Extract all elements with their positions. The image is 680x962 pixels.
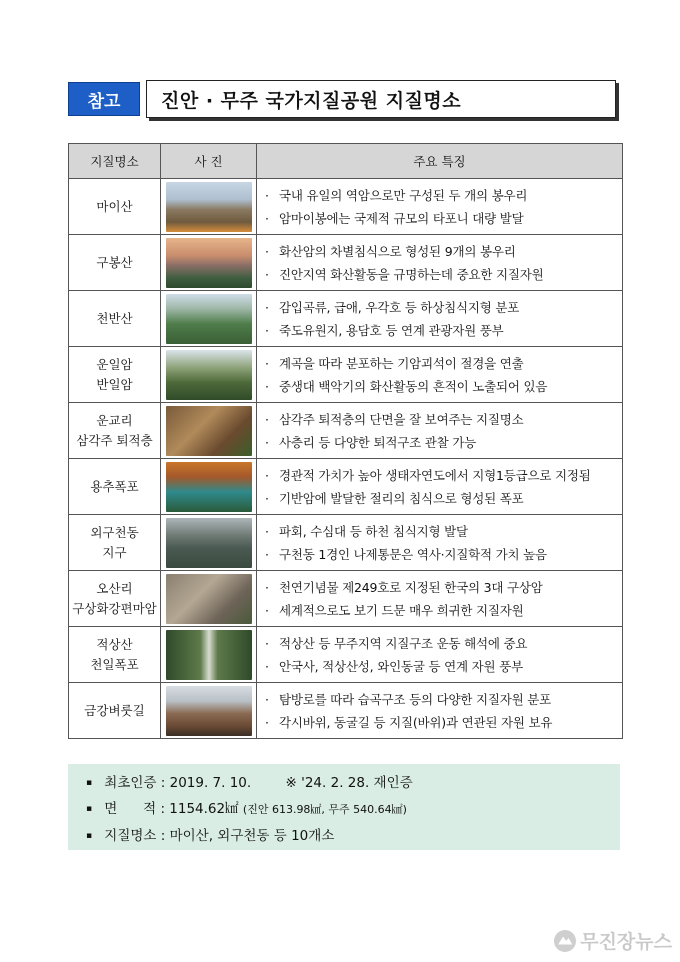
feature-text: 구천동 1경인 나제통문은 역사·지질학적 가치 높음 <box>279 546 547 562</box>
cert-note: ※ '24. 2. 28. 재인증 <box>285 775 413 791</box>
site-name: 천일폭포 <box>90 656 139 672</box>
table-row <box>69 291 623 347</box>
site-features-cell <box>257 515 623 571</box>
mountain-logo-icon <box>554 930 576 952</box>
site-photo <box>166 686 252 736</box>
table-row <box>69 459 623 515</box>
feature-item <box>265 576 618 599</box>
feature-text: 사층리 등 다양한 퇴적구조 관찰 가능 <box>279 434 476 450</box>
site-name: 천반산 <box>96 310 133 326</box>
site-name: 마이산 <box>96 198 133 214</box>
site-name-cell <box>69 459 161 515</box>
site-photo <box>166 294 252 344</box>
feature-text: 중생대 백악기의 화산활동의 흔적이 노출되어 있음 <box>279 378 548 394</box>
sites-value: : 마이산, 외구천동 등 10개소 <box>160 828 335 844</box>
site-photo <box>166 630 252 680</box>
feature-bullet: · <box>265 658 269 674</box>
feature-bullet: · <box>265 691 269 707</box>
table-row <box>69 515 623 571</box>
feature-item <box>265 263 618 286</box>
feature-item <box>265 207 618 230</box>
watermark <box>554 927 672 954</box>
feature-item <box>265 352 618 375</box>
feature-bullet: · <box>265 467 269 483</box>
feature-bullet: · <box>265 714 269 730</box>
site-features-cell <box>257 683 623 739</box>
summary-box <box>68 764 620 850</box>
site-name-cell <box>69 515 161 571</box>
reference-tag: 참고 <box>68 82 140 116</box>
summary-cert-line <box>86 770 620 796</box>
site-photo-cell <box>161 571 257 627</box>
site-name-cell <box>69 291 161 347</box>
feature-text: 천연기념물 제249호로 지정된 한국의 3대 구상암 <box>279 579 543 595</box>
site-name: 금강벼룻길 <box>84 702 145 718</box>
feature-item <box>265 543 618 566</box>
feature-text: 탐방로를 따라 습곡구조 등의 다양한 지질자원 분포 <box>279 691 552 707</box>
site-photo-cell <box>161 683 257 739</box>
feature-text: 안국사, 적상산성, 와인동굴 등 연계 자원 풍부 <box>279 658 523 674</box>
feature-text: 각시바위, 동굴길 등 지질(바위)과 연관된 자원 보유 <box>279 714 553 730</box>
feature-bullet: · <box>265 579 269 595</box>
feature-bullet: · <box>265 299 269 315</box>
feature-bullet: · <box>265 355 269 371</box>
site-features-cell <box>257 235 623 291</box>
site-photo <box>166 574 252 624</box>
feature-text: 경관적 가치가 높아 생태자연도에서 지형1등급으로 지정됨 <box>279 467 591 483</box>
feature-item <box>265 319 618 342</box>
site-photo-cell <box>161 515 257 571</box>
site-features-cell <box>257 291 623 347</box>
summary-bullet: ▪ <box>86 831 93 841</box>
feature-bullet: · <box>265 546 269 562</box>
feature-bullet: · <box>265 266 269 282</box>
feature-item <box>265 599 618 622</box>
table-row <box>69 235 623 291</box>
cert-label: 최초인증 <box>104 775 157 791</box>
feature-text: 삼각주 퇴적층의 단면을 잘 보여주는 지질명소 <box>279 411 524 427</box>
feature-bullet: · <box>265 434 269 450</box>
feature-text: 세계적으로도 보기 드문 매우 희귀한 지질자원 <box>279 602 524 618</box>
feature-text: 파회, 수심대 등 하천 침식지형 발달 <box>279 523 468 539</box>
geosite-table <box>68 143 623 739</box>
area-label: 면 적 <box>104 801 157 817</box>
feature-item <box>265 240 618 263</box>
feature-bullet: · <box>265 490 269 506</box>
table-row <box>69 683 623 739</box>
site-name: 운교리 <box>96 412 133 428</box>
table-row <box>69 403 623 459</box>
feature-text: 암마이봉에는 국제적 규모의 타포니 대량 발달 <box>279 210 524 226</box>
summary-bullet: ▪ <box>86 778 93 788</box>
sites-label: 지질명소 <box>104 828 157 844</box>
site-name: 구상화강편마암 <box>72 600 157 616</box>
feature-item <box>265 520 618 543</box>
feature-item <box>265 688 618 711</box>
site-name-cell <box>69 347 161 403</box>
feature-item <box>265 632 618 655</box>
feature-text: 계곡을 따라 분포하는 기암괴석이 절경을 연출 <box>279 355 524 371</box>
site-name: 반일암 <box>96 376 133 392</box>
site-photo-cell <box>161 627 257 683</box>
table-row <box>69 347 623 403</box>
site-name: 오산리 <box>96 580 133 596</box>
feature-bullet: · <box>265 602 269 618</box>
feature-text: 적상산 등 무주지역 지질구조 운동 해석에 중요 <box>279 635 528 651</box>
site-name-cell <box>69 403 161 459</box>
site-name-cell <box>69 571 161 627</box>
site-name: 외구천동 <box>90 524 139 540</box>
table-row <box>69 627 623 683</box>
table-header-row <box>69 144 623 179</box>
feature-item <box>265 296 618 319</box>
feature-bullet: · <box>265 210 269 226</box>
site-photo <box>166 462 252 512</box>
summary-bullet: ▪ <box>86 804 93 814</box>
feature-text: 국내 유일의 역암으로만 구성된 두 개의 봉우리 <box>279 187 528 203</box>
site-photo-cell <box>161 403 257 459</box>
feature-text: 기반암에 발달한 절리의 침식으로 형성된 폭포 <box>279 490 524 506</box>
header-features: 주요 특징 <box>257 144 623 179</box>
feature-item <box>265 184 618 207</box>
table-row <box>69 571 623 627</box>
area-detail: (진안 613.98㎢, 무주 540.64㎢) <box>242 803 407 816</box>
header-site-name: 지질명소 <box>69 144 161 179</box>
site-photo <box>166 182 252 232</box>
feature-text: 감입곡류, 급애, 우각호 등 하상침식지형 분포 <box>279 299 520 315</box>
site-name-cell <box>69 683 161 739</box>
site-name: 운일암 <box>96 356 133 372</box>
site-photo-cell <box>161 291 257 347</box>
site-name-cell <box>69 235 161 291</box>
feature-bullet: · <box>265 635 269 651</box>
summary-sites-line <box>86 823 620 849</box>
table-row <box>69 179 623 235</box>
site-name: 구봉산 <box>96 254 133 270</box>
feature-item <box>265 431 618 454</box>
site-features-cell <box>257 403 623 459</box>
feature-item <box>265 711 618 734</box>
site-features-cell <box>257 571 623 627</box>
cert-value: : 2019. 7. 10. <box>160 775 252 791</box>
site-name: 삼각주 퇴적층 <box>76 432 153 448</box>
area-value: : 1154.62㎢ <box>160 801 239 817</box>
site-name: 적상산 <box>96 636 133 652</box>
feature-bullet: · <box>265 523 269 539</box>
feature-bullet: · <box>265 243 269 259</box>
site-photo <box>166 238 252 288</box>
feature-item <box>265 464 618 487</box>
section-heading <box>68 80 618 118</box>
site-features-cell <box>257 179 623 235</box>
feature-text: 화산암의 차별침식으로 형성된 9개의 봉우리 <box>279 243 516 259</box>
site-name: 지구 <box>102 544 127 560</box>
feature-item <box>265 655 618 678</box>
feature-item <box>265 375 618 398</box>
site-photo-cell <box>161 179 257 235</box>
site-photo <box>166 518 252 568</box>
site-photo <box>166 350 252 400</box>
feature-text: 진안지역 화산활동을 규명하는데 중요한 지질자원 <box>279 266 544 282</box>
summary-area-line <box>86 796 620 823</box>
site-photo-cell <box>161 235 257 291</box>
header-photo: 사 진 <box>161 144 257 179</box>
feature-bullet: · <box>265 322 269 338</box>
feature-text: 죽도유원지, 용담호 등 연계 관광자원 풍부 <box>279 322 504 338</box>
site-features-cell <box>257 627 623 683</box>
site-photo <box>166 406 252 456</box>
site-photo-cell <box>161 459 257 515</box>
site-name-cell <box>69 179 161 235</box>
site-name: 용추폭포 <box>90 478 139 494</box>
site-name-cell <box>69 627 161 683</box>
feature-item <box>265 487 618 510</box>
feature-bullet: · <box>265 378 269 394</box>
feature-item <box>265 408 618 431</box>
watermark-text: 무진장뉴스 <box>580 931 672 953</box>
site-photo-cell <box>161 347 257 403</box>
feature-bullet: · <box>265 187 269 203</box>
site-features-cell <box>257 347 623 403</box>
feature-bullet: · <box>265 411 269 427</box>
site-features-cell <box>257 459 623 515</box>
page-title: 진안 · 무주 국가지질공원 지질명소 <box>146 80 616 118</box>
